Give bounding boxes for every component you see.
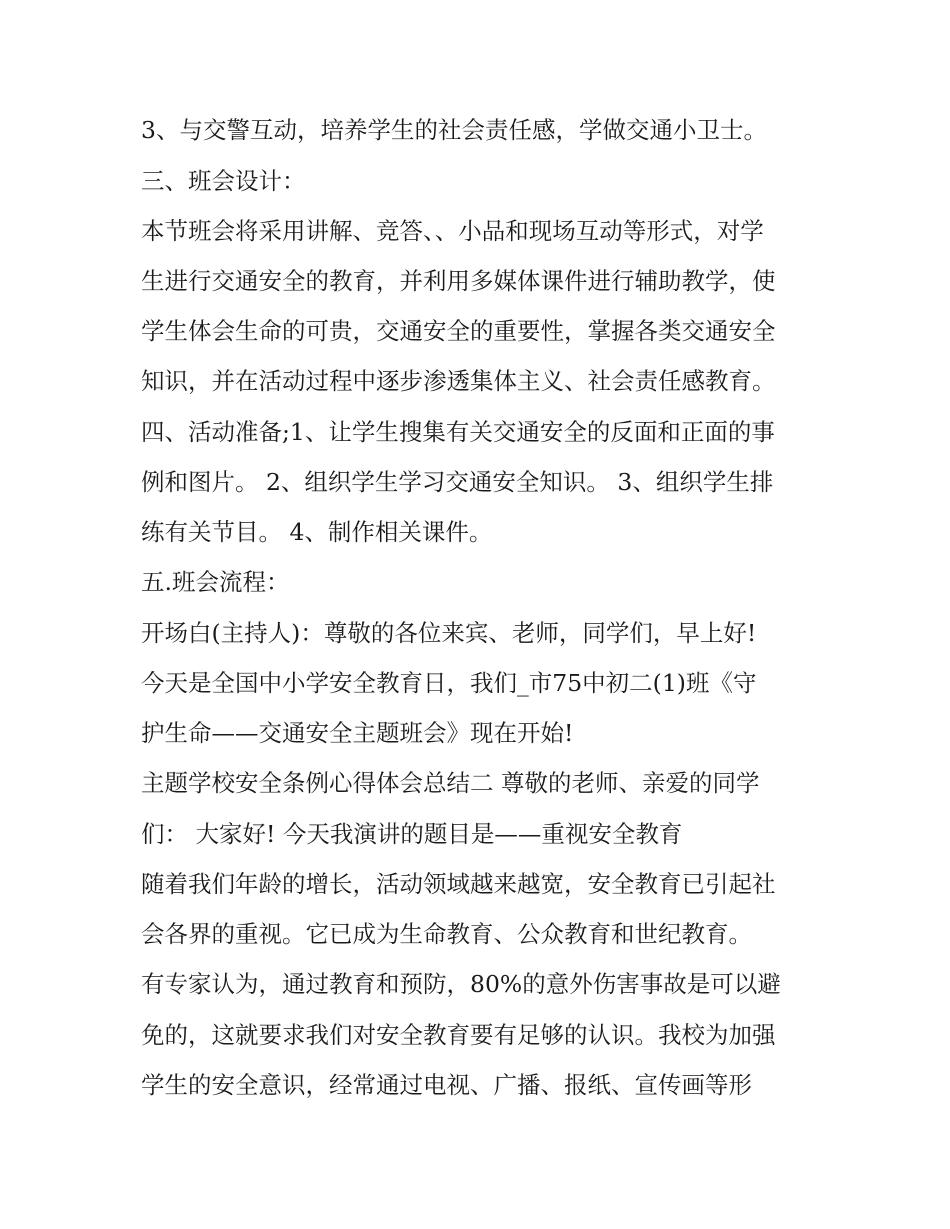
text-line: 3、与交警互动，培养学生的社会责任感，学做交通小卫士。 <box>141 116 767 144</box>
section-heading: 三、班会设计： <box>141 167 306 195</box>
text-line: 有专家认为，通过教育和预防，80%的意外伤害事故是可以避 <box>141 970 781 998</box>
text-line: 护生命——交通安全主题班会》现在开始! <box>141 719 574 747</box>
text-line: 知识，并在活动过程中逐步渗透集体主义、社会责任感教育。 <box>141 367 776 395</box>
section-heading: 五.班会流程： <box>141 568 290 596</box>
text-line: 学生体会生命的可贵，交通安全的重要性，掌握各类交通安全 <box>141 317 776 345</box>
text-line: 学生的安全意识，经常通过电视、广播、报纸、宣传画等形 <box>141 1071 752 1099</box>
text-line: 例和图片。 2、组织学生学习交通安全知识。 3、组织学生排 <box>141 468 774 496</box>
text-line: 四、活动准备;1、让学生搜集有关交通安全的反面和正面的事 <box>141 418 775 446</box>
text-line: 本节班会将采用讲解、竞答、、小品和现场互动等形式，对学 <box>141 217 764 245</box>
text-line: 练有关节目。 4、制作相关课件。 <box>141 518 493 546</box>
text-line: 会各界的重视。它已成为生命教育、公众教育和世纪教育。 <box>141 920 752 948</box>
text-line: 免的，这就要求我们对安全教育要有足够的认识。我校为加强 <box>141 1021 776 1049</box>
text-line: 开场白(主持人)：尊敬的各位来宾、老师，同学们，早上好! <box>141 619 757 647</box>
text-line: 今天是全国中小学安全教育日，我们_市75中初二(1)班《守 <box>141 669 757 697</box>
text-line: 们： 大家好! 今天我演讲的题目是——重视安全教育 <box>141 820 683 848</box>
text-line: 随着我们年龄的增长，活动领域越来越宽，安全教育已引起社 <box>141 870 776 898</box>
text-line: 主题学校安全条例心得体会总结二 尊敬的老师、亲爱的同学 <box>141 769 760 797</box>
text-line: 生进行交通安全的教育，并利用多媒体课件进行辅助教学，使 <box>141 267 776 295</box>
